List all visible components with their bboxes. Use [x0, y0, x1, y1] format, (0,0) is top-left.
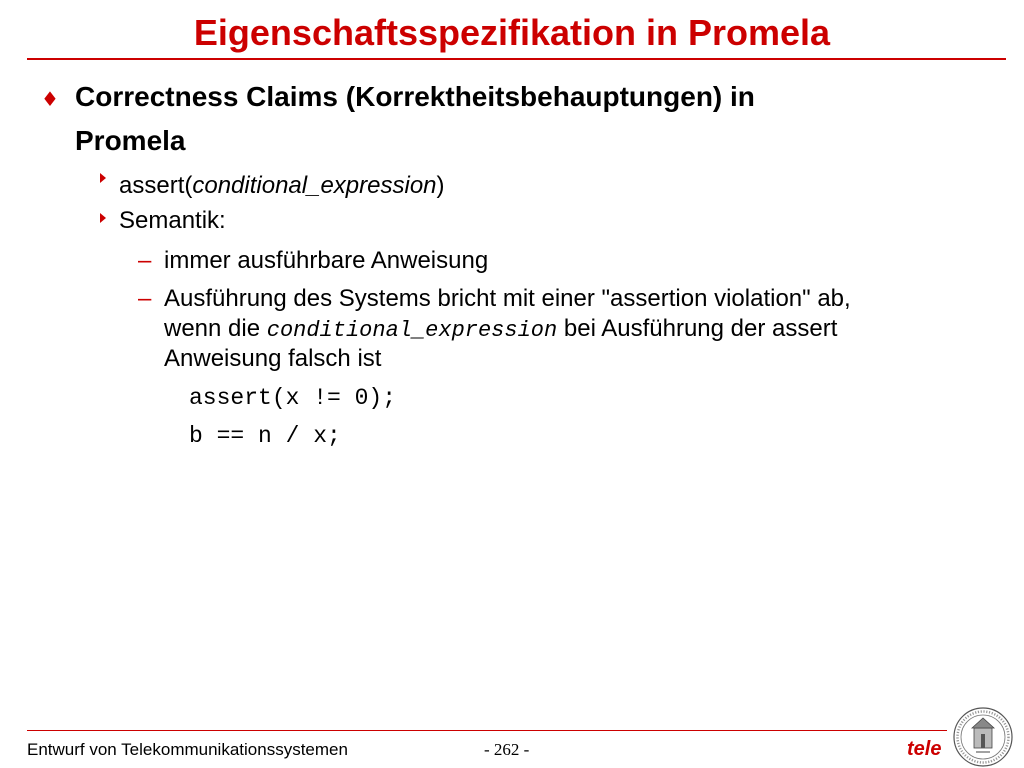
semantik-item-1: immer ausführbare Anweisung: [164, 247, 489, 274]
footer-rule: [27, 730, 947, 731]
semantik-item-2-text: bei Ausführung der assert: [557, 315, 838, 342]
slide-title: Eigenschaftsspezifikation in Promela: [193, 12, 831, 53]
assert-syntax-argument: conditional_expression: [192, 172, 437, 199]
semantik-item-2-line-2: [164, 315, 837, 345]
assert-syntax-suffix: ): [436, 172, 445, 199]
diamond-bullet-icon: ♦: [41, 87, 59, 111]
code-line-1: assert(x != 0);: [189, 385, 397, 411]
footer-brand: tele: [907, 738, 942, 760]
triangle-bullet-icon: [100, 213, 106, 223]
bullet-text-line-1: Correctness Claims (Korrektheitsbehauptungen) in: [75, 81, 755, 112]
footer-page-number: - 262 -: [484, 740, 530, 759]
dash-bullet: –: [138, 247, 152, 274]
triangle-bullet-icon: [100, 173, 106, 183]
bullet-text-line-2: Promela: [75, 125, 186, 156]
inline-code: conditional_expression: [266, 318, 558, 343]
footer-course-title: Entwurf von Telekommunikationssystemen: [27, 740, 348, 759]
university-seal-icon: [952, 706, 1014, 768]
semantik-item-2-text: wenn die: [164, 315, 267, 342]
title-underline: [27, 58, 1006, 60]
semantik-label: Semantik:: [119, 207, 226, 234]
semantik-item-2-line-1: Ausführung des Systems bricht mit einer "assertion violation" ab,: [164, 285, 851, 312]
assert-syntax: [119, 172, 445, 200]
assert-syntax-prefix: assert(: [119, 172, 193, 199]
code-line-2: b == n / x;: [189, 423, 341, 449]
semantik-item-2-line-3: Anweisung falsch ist: [164, 345, 382, 372]
dash-bullet: –: [138, 285, 152, 312]
